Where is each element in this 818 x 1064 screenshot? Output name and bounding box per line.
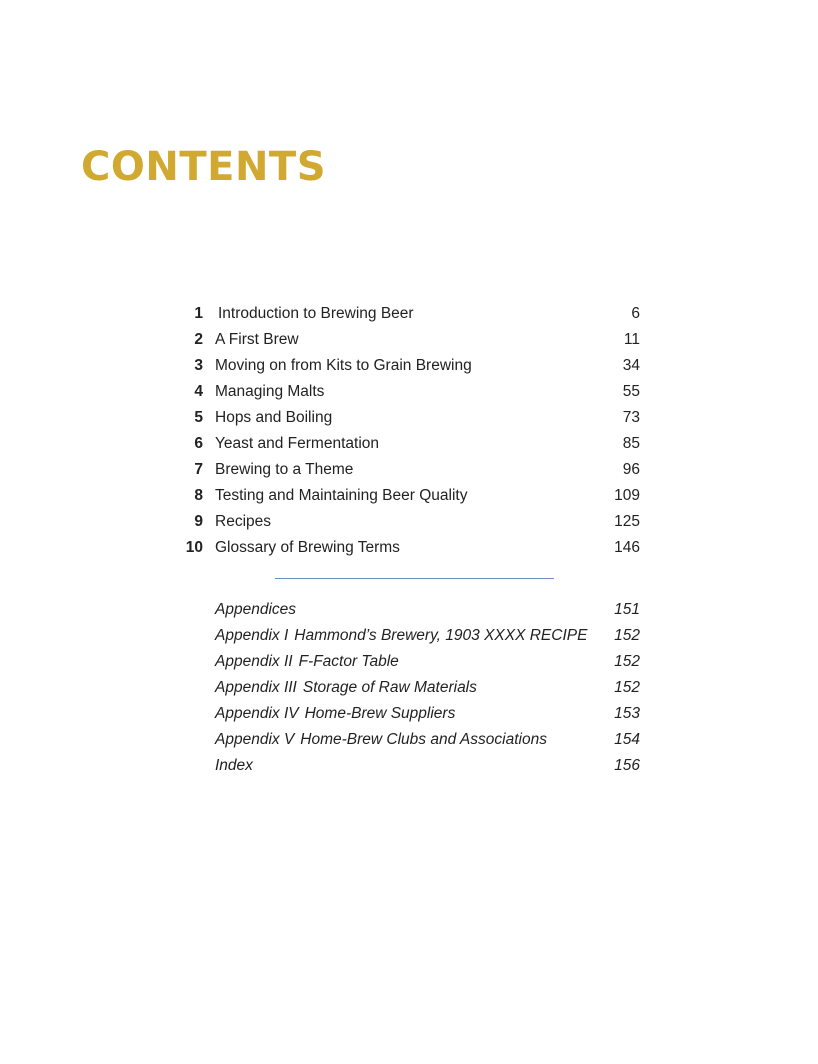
chapter-title: Glossary of Brewing Terms xyxy=(215,539,400,556)
appendix-entry xyxy=(215,624,587,648)
appendix-prefix: Appendix IV xyxy=(215,705,299,722)
chapter-number: 5 xyxy=(194,409,203,426)
chapter-title: Hops and Boiling xyxy=(215,409,333,426)
page-number: 73 xyxy=(622,409,640,426)
page-number: 6 xyxy=(631,305,640,322)
chapter-title: Introduction to Brewing Beer xyxy=(218,305,414,322)
chapter-number: 2 xyxy=(194,331,203,348)
appendix-entry xyxy=(215,676,477,700)
page-number: 152 xyxy=(614,627,640,644)
toc-row[interactable] xyxy=(180,432,642,458)
toc-row[interactable] xyxy=(180,676,642,702)
chapter-title: Brewing to a Theme xyxy=(215,461,354,478)
page-number: 146 xyxy=(614,539,640,556)
chapter-number: 8 xyxy=(194,487,203,504)
page-number: 34 xyxy=(622,357,640,374)
appendix-prefix: Appendices xyxy=(215,601,297,618)
chapter-number: 9 xyxy=(194,513,203,530)
toc-row[interactable] xyxy=(180,380,642,406)
chapter-title: Moving on from Kits to Grain Brewing xyxy=(215,357,472,374)
page-number: 55 xyxy=(622,383,640,400)
page-number: 153 xyxy=(614,705,640,722)
toc-row[interactable] xyxy=(180,302,642,328)
appendix-prefix: Appendix III xyxy=(215,679,297,696)
appendix-title: Home-Brew Clubs and Associations xyxy=(300,731,547,748)
chapter-title: Recipes xyxy=(215,513,271,530)
chapter-number: 6 xyxy=(194,435,203,452)
appendix-entry xyxy=(215,650,399,674)
chapter-number: 10 xyxy=(185,539,203,556)
page-number: 151 xyxy=(614,601,640,618)
toc-row[interactable] xyxy=(180,406,642,432)
appendix-list xyxy=(180,598,642,780)
page-number: 152 xyxy=(614,653,640,670)
appendix-entry xyxy=(215,702,455,726)
appendix-entry xyxy=(215,728,547,752)
toc-row[interactable] xyxy=(180,354,642,380)
toc-row[interactable] xyxy=(180,728,642,754)
appendix-title: F-Factor Table xyxy=(298,653,399,670)
page-number: 152 xyxy=(614,679,640,696)
chapter-title: Testing and Maintaining Beer Quality xyxy=(215,487,468,504)
chapter-title: Yeast and Fermentation xyxy=(215,435,380,452)
chapter-number: 3 xyxy=(194,357,203,374)
appendix-prefix: Appendix I xyxy=(215,627,289,644)
toc-row[interactable] xyxy=(180,754,642,780)
section-divider xyxy=(275,578,554,579)
page-number: 85 xyxy=(622,435,640,452)
toc-row[interactable] xyxy=(180,458,642,484)
chapter-number: 1 xyxy=(194,305,203,322)
page-number: 156 xyxy=(614,757,640,774)
appendix-prefix: Appendix V xyxy=(215,731,295,748)
chapter-title: Managing Malts xyxy=(215,383,325,400)
toc-row[interactable] xyxy=(180,510,642,536)
chapter-title: A First Brew xyxy=(215,331,299,348)
page-title: CONTENTS xyxy=(81,144,327,190)
toc-row[interactable] xyxy=(180,624,642,650)
chapter-list xyxy=(180,302,642,562)
toc-row[interactable] xyxy=(180,598,642,624)
appendix-title: Storage of Raw Materials xyxy=(302,679,477,696)
chapter-number: 4 xyxy=(194,383,203,400)
page-number: 154 xyxy=(614,731,640,748)
page-number: 109 xyxy=(614,487,640,504)
page-number: 125 xyxy=(614,513,640,530)
toc-row[interactable] xyxy=(180,484,642,510)
page-number: 11 xyxy=(623,331,640,348)
appendix-entry xyxy=(215,598,296,622)
appendix-prefix: Appendix II xyxy=(215,653,293,670)
toc-row[interactable] xyxy=(180,702,642,728)
chapter-number: 7 xyxy=(194,461,203,478)
appendix-title: Home-Brew Suppliers xyxy=(304,705,456,722)
toc-row[interactable] xyxy=(180,536,642,562)
appendix-entry xyxy=(215,754,253,778)
page-number: 96 xyxy=(622,461,640,478)
toc-row[interactable] xyxy=(180,328,642,354)
toc-row[interactable] xyxy=(180,650,642,676)
appendix-prefix: Index xyxy=(215,757,253,774)
appendix-title: Hammond’s Brewery, 1903 XXXX RECIPE xyxy=(294,627,588,644)
